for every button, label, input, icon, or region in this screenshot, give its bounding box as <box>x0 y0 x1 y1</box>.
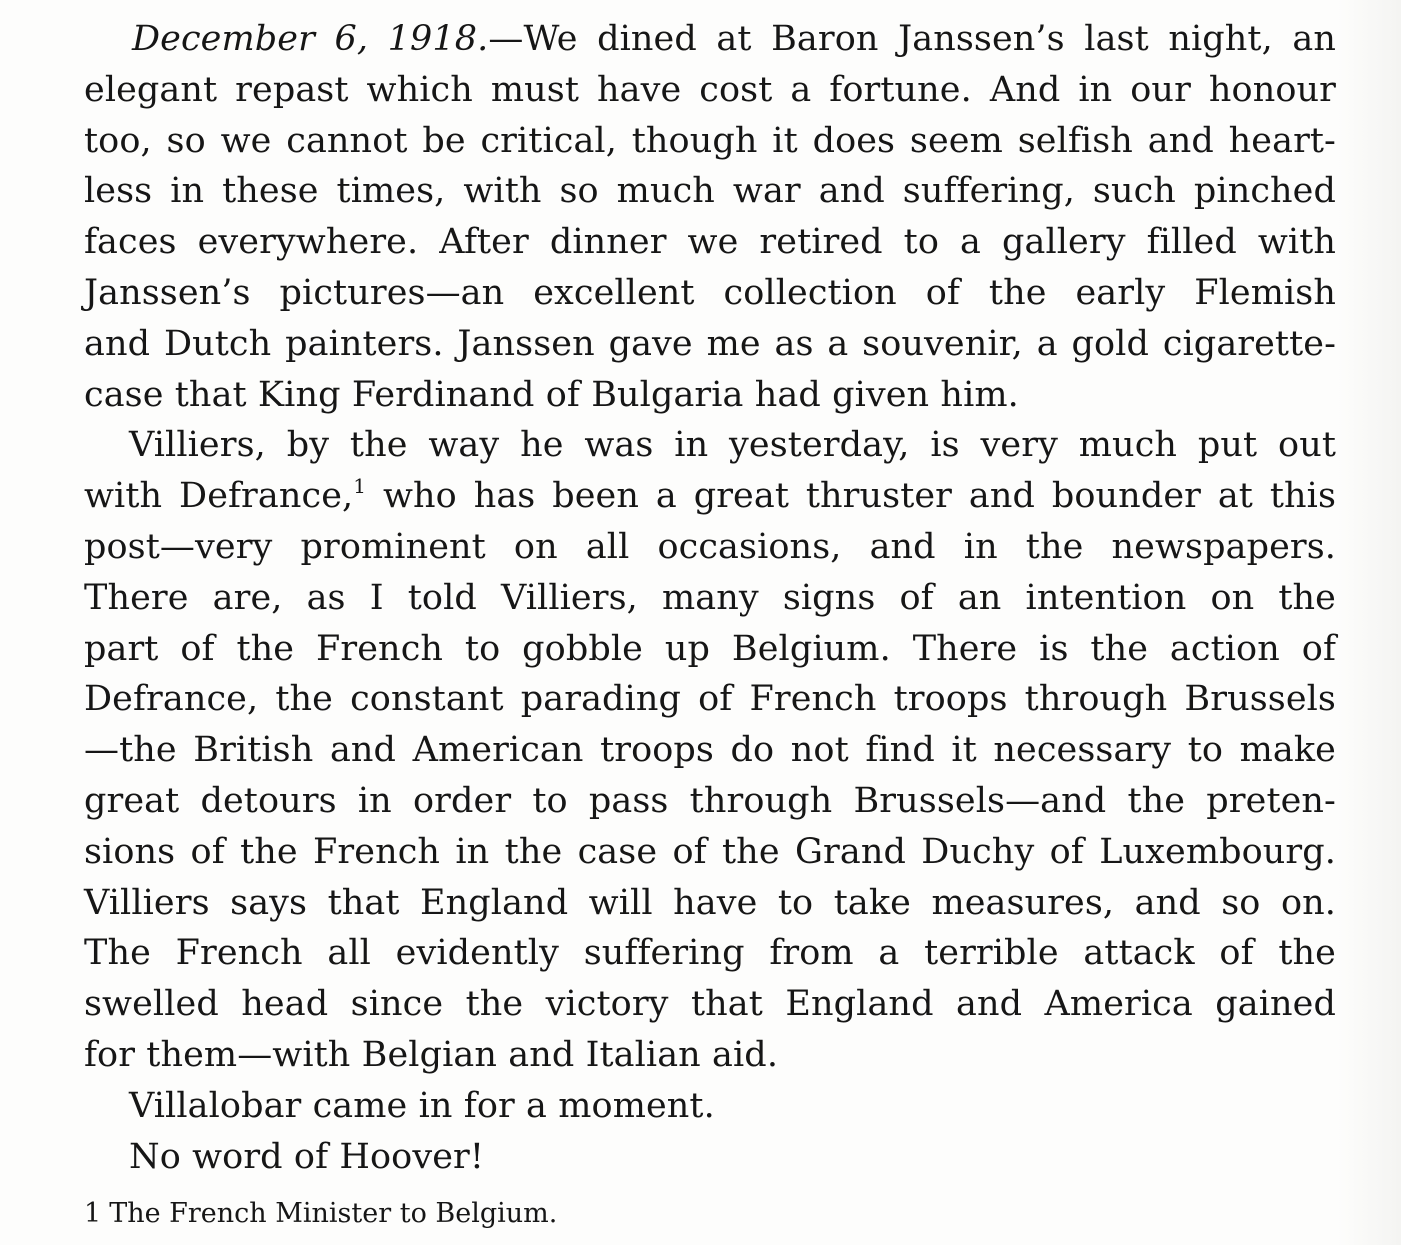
paragraph-line: elegant repast which must have cost a fortune. And in our honour <box>84 69 1336 110</box>
footnote-text: The French Minister to Belgium. <box>109 1198 558 1229</box>
paragraph-line: —the British and American troops do not find it necessary to make <box>84 730 1336 771</box>
paragraph-line: Villiers, by the way he was in yesterday, is very much put out <box>129 425 1336 466</box>
paragraph-line: and Dutch painters. Janssen gave me as a souvenir, a gold cigarette- <box>84 323 1336 364</box>
entry-first-line <box>84 14 1336 65</box>
paragraph-line: post—very prominent on all occasions, and in the newspapers. <box>84 526 1336 567</box>
paragraph-line: The French all evidently suffering from a terrible attack of the <box>84 933 1336 974</box>
paragraph-line-with-footnote <box>84 471 1336 522</box>
footnote-number: 1 <box>84 1198 102 1229</box>
entry-date: December 6, 1918. <box>132 19 489 59</box>
footnote-reference: 1 <box>353 474 367 499</box>
paragraph-line: Villalobar came in for a moment. <box>129 1085 715 1126</box>
text-segment: who has been a great thruster and bounder at this <box>366 476 1337 517</box>
paragraph-line: There are, as I told Villiers, many signs of an intention on the <box>84 577 1336 618</box>
text-segment: with Defrance, <box>84 476 354 517</box>
paragraph-line: Janssen’s pictures—an excellent collection of the early Flemish <box>84 272 1336 313</box>
paragraph-line: swelled head since the victory that England and America gained <box>84 984 1336 1025</box>
paragraph-line: sions of the French in the case of the Grand Duchy of Luxembourg. <box>84 831 1336 872</box>
paragraph-line: part of the French to gobble up Belgium. There is the action of <box>84 628 1336 669</box>
paragraph-line: too, so we cannot be critical, though it does seem selfish and heart- <box>84 120 1336 161</box>
paragraph-line: for them—with Belgian and Italian aid. <box>84 1034 779 1075</box>
page-edge-shadow <box>1337 0 1401 1245</box>
paragraph-line: Villiers says that England will have to take measures, and so on. <box>84 882 1336 923</box>
paragraph-line: case that King Ferdinand of Bulgaria had given him. <box>84 374 1019 415</box>
paragraph-line: Defrance, the constant parading of French troops through Brussels <box>84 679 1336 720</box>
paragraph-line: less in these times, with so much war and suffering, such pinched <box>84 171 1336 212</box>
paragraph-line: No word of Hoover! <box>129 1136 485 1177</box>
footnote <box>84 1194 557 1234</box>
paragraph-line: faces everywhere. After dinner we retired to a gallery filled with <box>84 222 1336 263</box>
diary-entry <box>84 14 1336 1182</box>
entry-first-line-text: —We dined at Baron Janssen’s last night, an <box>488 19 1337 59</box>
paragraph-line: great detours in order to pass through Brussels—and the preten- <box>84 780 1336 821</box>
